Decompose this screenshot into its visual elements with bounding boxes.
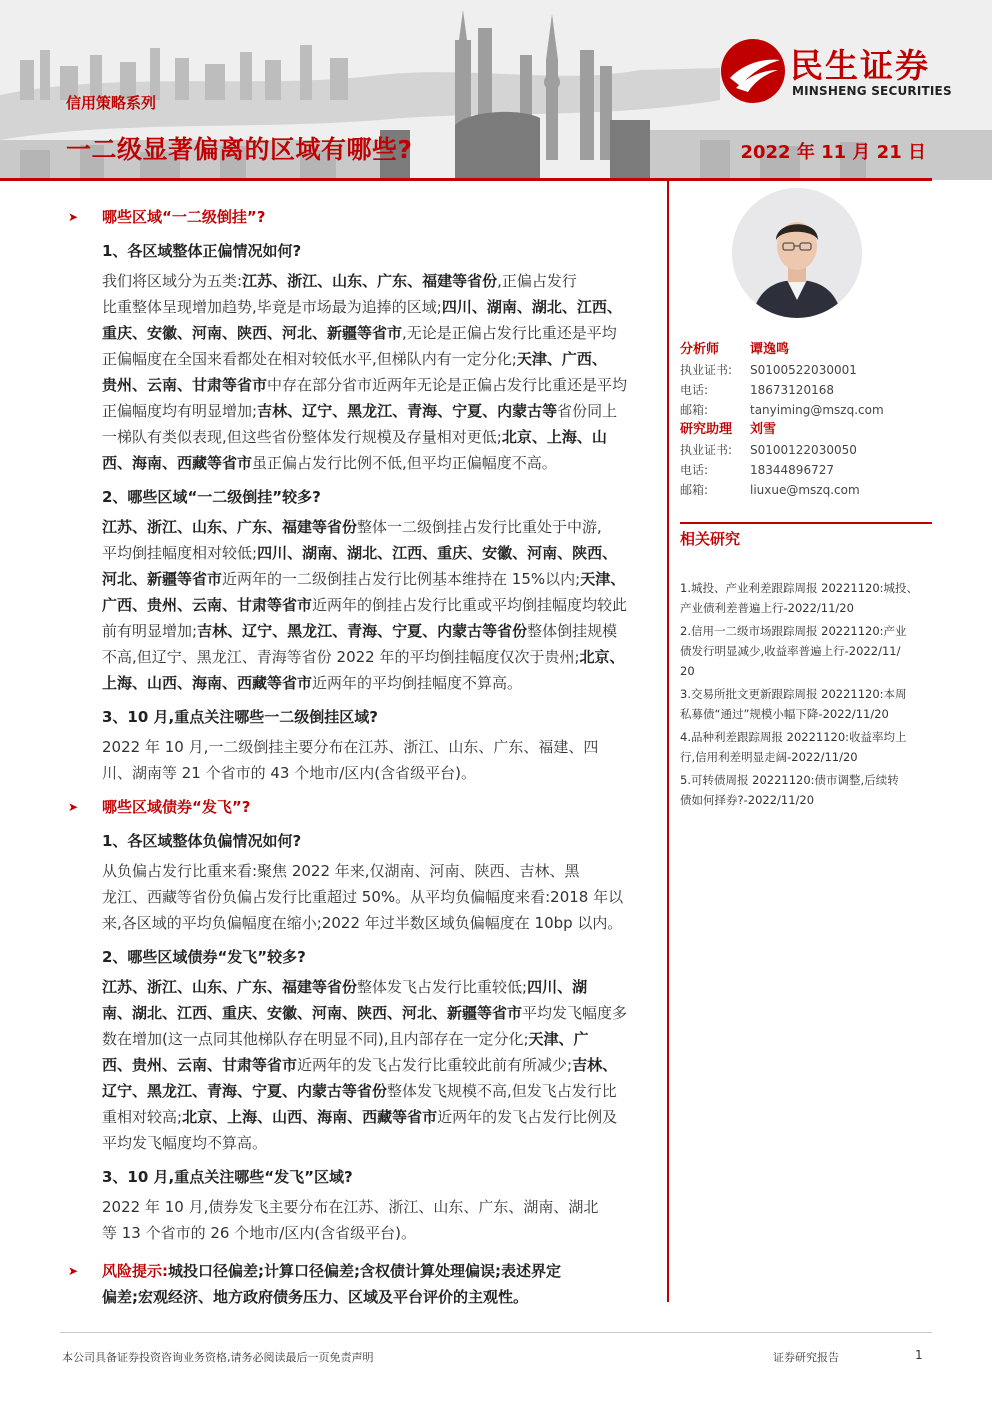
text-line [102, 1026, 652, 1052]
bold-region-text: 北京、上海、山 [501, 428, 607, 446]
risk-line-1 [102, 1258, 652, 1284]
analyst-phone: 18673120168 [750, 383, 834, 397]
bold-region-text: 上海、山西、海南、西藏等省市 [102, 674, 313, 692]
related-research-line: 行,信用利差明显走阔-2022/11/20 [680, 750, 858, 764]
body-text: 平均发飞幅度均不算高。 [102, 1134, 268, 1152]
body-paragraph [66, 974, 652, 1156]
footer-report-type: 证券研究报告 [773, 1351, 839, 1364]
text-line [102, 1220, 652, 1246]
cert-label: 执业证书: [680, 443, 733, 457]
text-line [102, 372, 652, 398]
text-line [102, 268, 652, 294]
body-text: 省份同上 [557, 402, 618, 420]
bold-region-text: 西、海南、西藏等省市 [102, 454, 253, 472]
subsection-heading: 3、10 月,重点关注哪些“发飞”区域? [102, 1168, 353, 1186]
text-line [102, 670, 652, 696]
text-line [102, 540, 652, 566]
body-text: 整体发飞规模不高,但发飞占发行比 [387, 1082, 617, 1100]
bold-region-text: 南、湖北、江西、重庆、安徽、河南、陕西、河北、新疆等省市 [102, 1004, 523, 1022]
analyst-row [680, 340, 932, 360]
section-heading-text: 哪些区域债券“发飞”? [102, 798, 251, 816]
analyst-info [680, 340, 932, 500]
assistant-phone-row [680, 460, 932, 480]
bold-region-text: 河北、新疆等省市 [102, 570, 223, 588]
text-line [102, 644, 652, 670]
analyst-portrait-icon [732, 188, 862, 318]
assistant-email[interactable]: liuxue@mszq.com [750, 483, 860, 497]
related-research-item[interactable] [680, 621, 932, 681]
minsheng-logo-icon [718, 36, 788, 106]
report-body [66, 200, 652, 1310]
analyst-photo [732, 188, 862, 318]
related-research-line: 2.信用一二级市场跟踪周报 20221120:产业 [680, 624, 907, 638]
related-research-line: 私募债“通过”规模小幅下降-2022/11/20 [680, 707, 889, 721]
analyst-cert-row [680, 360, 932, 380]
assistant-phone: 18344896727 [750, 463, 834, 477]
cert-label: 执业证书: [680, 363, 733, 377]
section-heading-text: 哪些区域“一二级倒挂”? [102, 208, 266, 226]
logo-chinese-name: 民生证券 [790, 46, 930, 85]
assistant-role: 研究助理 [680, 422, 733, 437]
text-line [102, 566, 652, 592]
text-line [102, 294, 652, 320]
related-research-item[interactable] [680, 727, 932, 767]
related-research-list [680, 578, 932, 813]
text-line [102, 1194, 652, 1220]
report-series: 信用策略系列 [66, 94, 157, 112]
related-research-line: 产业债利差普遍上行-2022/11/20 [680, 601, 854, 615]
bold-region-text: 江苏、浙江、山东、广东、福建等省份 [242, 272, 498, 290]
body-text: 一梯队有类似表现,但这些省份整体发行规模及存量相对更低; [102, 428, 502, 446]
phone-label: 电话: [680, 383, 709, 397]
text-line [102, 346, 652, 372]
risk-text: 城投口径偏差;计算口径偏差;含权债计算处理偏误;表述界定 [168, 1262, 561, 1280]
body-paragraph [66, 734, 652, 786]
analyst-email-row [680, 400, 932, 420]
text-line [102, 858, 652, 884]
body-text: 从负偏占发行比重来看:聚焦 2022 年来,仅湖南、河南、陕西、吉林、黑 [102, 862, 580, 880]
bold-region-text: 天津、广 [528, 1030, 589, 1048]
analyst-role: 分析师 [680, 342, 720, 357]
body-text: 数在增加(这一点同其他梯队存在明显不同),且内部存在一定分化; [102, 1030, 529, 1048]
bold-region-text: 贵州、云南、甘肃等省市 [102, 376, 268, 394]
risk-label: 风险提示: [102, 1262, 168, 1280]
header-divider [0, 178, 932, 181]
body-text: 近两年的平均倒挂幅度不算高。 [312, 674, 523, 692]
body-text: 近两年的倒挂占发行比重或平均倒挂幅度均较此 [312, 596, 628, 614]
body-text: 整体发飞占发行比重较低; [357, 978, 528, 996]
body-text: ,无论是正偏占发行比重还是平均 [402, 324, 617, 342]
body-text: 等 13 个省市的 26 个地市/区内(含省级平台)。 [102, 1224, 417, 1242]
body-text: 虽正偏占发行比例不低,但平均正偏幅度不高。 [252, 454, 557, 472]
related-research-line: 1.城投、产业利差跟踪周报 20221120:城投、 [680, 581, 919, 595]
email-label: 邮箱: [680, 403, 709, 417]
related-research-title: 相关研究 [680, 522, 932, 550]
section-heading [66, 200, 652, 234]
body-text: 前有明显增加; [102, 622, 198, 640]
analyst-phone-row [680, 380, 932, 400]
subsection-heading: 2、哪些区域债券“发飞”较多? [102, 948, 306, 966]
related-research-item[interactable] [680, 770, 932, 810]
text-line [102, 320, 652, 346]
analyst-cert: S0100522030001 [750, 363, 857, 377]
risk-line-2: 偏差;宏观经济、地方政府债务压力、区域及平台评价的主观性。 [102, 1288, 529, 1306]
bold-region-text: 四川、湖 [527, 978, 588, 996]
assistant-name: 刘雪 [750, 422, 777, 437]
bold-region-text: 天津、 [580, 570, 626, 588]
bold-region-text: 辽宁、黑龙江、青海、宁夏、内蒙古等省份 [102, 1082, 388, 1100]
subsection-heading: 1、各区域整体正偏情况如何? [102, 242, 302, 260]
related-research-line: 5.可转债周报 20221120:债市调整,后续转 [680, 773, 899, 787]
body-text: 2022 年 10 月,一二级倒挂主要分布在江苏、浙江、山东、广东、福建、四 [102, 738, 599, 756]
analyst-email[interactable]: tanyiming@mszq.com [750, 403, 884, 417]
bold-region-text: 天津、广西、 [516, 350, 607, 368]
body-text: 正偏幅度在全国来看都处在相对较低水平,但梯队内有一定分化; [102, 350, 517, 368]
text-line [102, 974, 652, 1000]
page-number: 1 [915, 1348, 923, 1362]
analyst-name: 谭逸鸣 [750, 342, 790, 357]
text-line [102, 424, 652, 450]
body-text: 正偏幅度均有明显增加; [102, 402, 258, 420]
text-line [102, 450, 652, 476]
report-title: 一二级显著偏离的区域有哪些? [66, 135, 413, 164]
body-paragraph [66, 268, 652, 476]
report-date: 2022 年 11 月 21 日 [740, 142, 926, 163]
text-line [102, 760, 652, 786]
section-heading [66, 790, 652, 824]
body-paragraph [66, 514, 652, 696]
body-text: 2022 年 10 月,债券发飞主要分布在江苏、浙江、山东、广东、湖南、湖北 [102, 1198, 599, 1216]
body-text: 近两年的发飞占发行比例及 [437, 1108, 618, 1126]
body-text: 龙江、西藏等省份负偏占发行比重超过 50%。从平均负偏幅度来看:2018 年以 [102, 888, 624, 906]
body-text: 重相对较高; [102, 1108, 183, 1126]
subsection-heading: 2、哪些区域“一二级倒挂”较多? [102, 488, 321, 506]
body-paragraph [66, 858, 652, 936]
column-divider [667, 181, 669, 1302]
body-text: 比重整体呈现增加趋势,毕竟是市场最为追捧的区域; [102, 298, 442, 316]
bold-region-text: 吉林、辽宁、黑龙江、青海、宁夏、内蒙古等省份 [197, 622, 528, 640]
bold-region-text: 吉林、辽宁、黑龙江、青海、宁夏、内蒙古等 [257, 402, 558, 420]
related-research-item[interactable] [680, 684, 932, 724]
body-text: ,正偏占发行 [497, 272, 577, 290]
assistant-cert: S0100122030050 [750, 443, 857, 457]
related-research-line: 20 [680, 664, 695, 678]
body-text: 中存在部分省市近两年无论是正偏占发行比重还是平均 [267, 376, 628, 394]
body-paragraph [66, 1194, 652, 1246]
bold-region-text: 北京、上海、山西、海南、西藏等省市 [182, 1108, 438, 1126]
assistant-row [680, 420, 932, 440]
text-line [102, 1130, 652, 1156]
arrow-bullet-icon: ➤ [68, 210, 79, 224]
bold-region-text: 吉林、 [572, 1056, 618, 1074]
logo-english-name: MINSHENG SECURITIES [792, 84, 952, 98]
company-logo [718, 36, 968, 106]
bold-region-text: 四川、湖南、湖北、江西、重庆、安徽、河南、陕西、 [257, 544, 618, 562]
footer-divider [60, 1332, 932, 1333]
bold-region-text: 四川、湖南、湖北、江西、 [441, 298, 622, 316]
risk-warning [66, 1258, 652, 1310]
text-line [102, 884, 652, 910]
arrow-bullet-icon: ➤ [68, 800, 79, 814]
text-line [102, 1052, 652, 1078]
subsection-heading: 1、各区域整体负偏情况如何? [102, 832, 302, 850]
text-line [102, 592, 652, 618]
header-banner [0, 0, 992, 180]
body-text: 平均发飞幅度多 [522, 1004, 628, 1022]
related-research-line: 债发行明显减少,收益率普遍上行-2022/11/ [680, 644, 901, 658]
related-research-line: 3.交易所批文更新跟踪周报 20221120:本周 [680, 687, 907, 701]
assistant-cert-row [680, 440, 932, 460]
body-text: 近两年的发飞占发行比重较此前有所减少; [297, 1056, 573, 1074]
body-text: 来,各区域的平均负偏幅度在缩小;2022 年过半数区域负偏幅度在 10bp 以内。 [102, 914, 623, 932]
body-text: 平均倒挂幅度相对较低; [102, 544, 258, 562]
subsection-heading: 3、10 月,重点关注哪些一二级倒挂区域? [102, 708, 378, 726]
related-research-line: 4.品种利差跟踪周报 20221120:收益率均上 [680, 730, 907, 744]
text-line [102, 398, 652, 424]
text-line [102, 514, 652, 540]
body-text: 整体一二级倒挂占发行比重处于中游, [357, 518, 602, 536]
text-line [102, 1000, 652, 1026]
bold-region-text: 北京、 [579, 648, 625, 666]
bold-region-text: 江苏、浙江、山东、广东、福建等省份 [102, 518, 358, 536]
body-text: 整体倒挂规模 [527, 622, 618, 640]
text-line [102, 618, 652, 644]
bold-region-text: 西、贵州、云南、甘肃等省市 [102, 1056, 298, 1074]
body-text: 川、湖南等 21 个省市的 43 个地市/区内(含省级平台)。 [102, 764, 477, 782]
bold-region-text: 江苏、浙江、山东、广东、福建等省份 [102, 978, 358, 996]
body-text: 近两年的一二级倒挂占发行比例基本维持在 15%以内; [222, 570, 581, 588]
body-text: 不高,但辽宁、黑龙江、青海等省份 2022 年的平均倒挂幅度仅次于贵州; [102, 648, 580, 666]
body-text: 我们将区域分为五类: [102, 272, 243, 290]
text-line [102, 1104, 652, 1130]
phone-label: 电话: [680, 463, 709, 477]
text-line [102, 910, 652, 936]
footer-disclaimer: 本公司具备证券投资咨询业务资格,请务必阅读最后一页免责声明 [62, 1351, 374, 1364]
bold-region-text: 重庆、安徽、河南、陕西、河北、新疆等省市 [102, 324, 403, 342]
related-research-item[interactable] [680, 578, 932, 618]
email-label: 邮箱: [680, 483, 709, 497]
related-research-line: 债如何择券?-2022/11/20 [680, 793, 815, 807]
bold-region-text: 广西、贵州、云南、甘肃等省市 [102, 596, 313, 614]
assistant-email-row [680, 480, 932, 500]
text-line [102, 734, 652, 760]
arrow-bullet-icon: ➤ [68, 1264, 79, 1278]
text-line [102, 1078, 652, 1104]
